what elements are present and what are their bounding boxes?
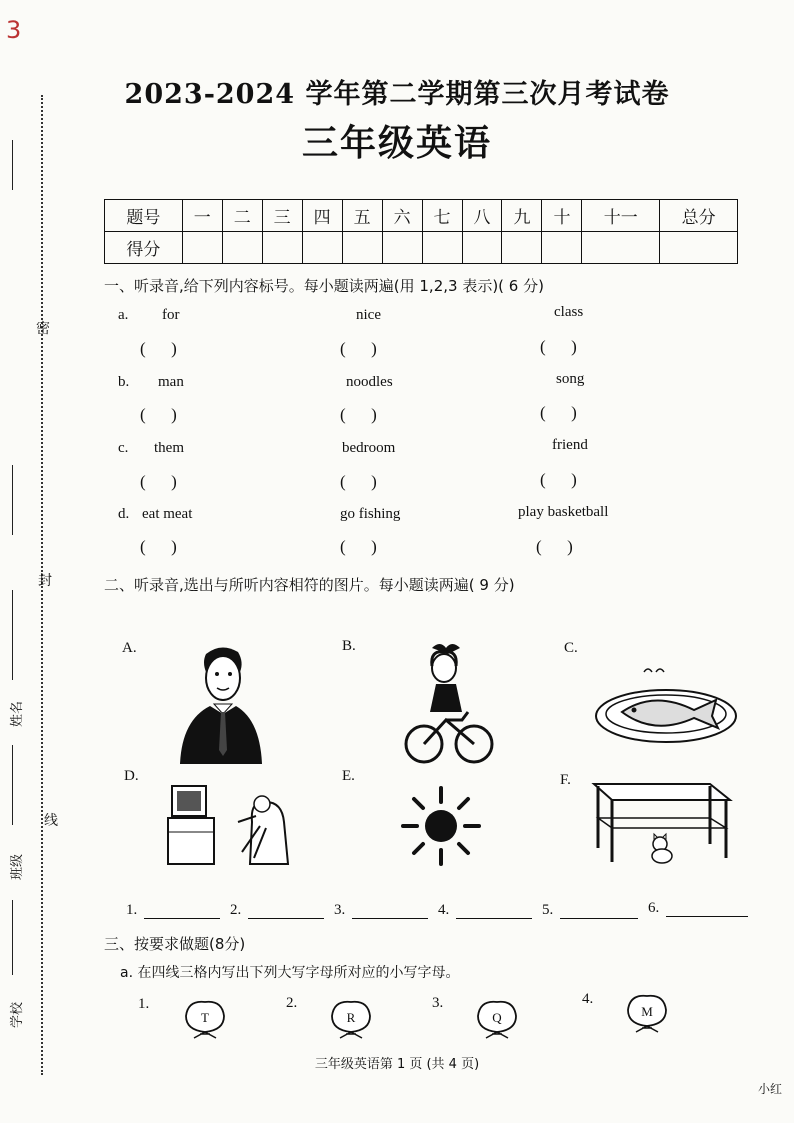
row-letter: c. [118,440,129,456]
blank-number: 2. [230,902,242,918]
word: eat meat [142,506,193,522]
school-label: 学校 [10,1001,25,1028]
picture-label: D. [124,768,139,784]
score-cell[interactable] [302,232,342,264]
answer-paren[interactable]: ( ) [340,472,377,491]
answer-paren[interactable]: ( ) [340,339,377,358]
word: go fishing [340,506,401,522]
word: noodles [346,374,393,390]
header-cell: 一 [182,200,222,232]
score-table-header-row [105,200,738,232]
answer-paren[interactable]: ( ) [140,472,177,491]
picture-label: C. [564,640,578,656]
word: song [556,371,585,387]
answer-paren[interactable]: ( ) [140,537,177,556]
picture-label: E. [342,768,355,784]
answer-paren[interactable]: ( ) [540,337,577,356]
picture-label: F. [560,772,571,788]
item-number: 2. [286,995,298,1011]
class-label: 班级 [10,853,25,880]
header-cell: 八 [462,200,502,232]
header-cell: 十一 [582,200,660,232]
score-label: 得分 [105,232,183,264]
blank-number: 3. [334,902,346,918]
page-footer: 三年级英语第 1 页 (共 4 页) [314,1057,480,1072]
section3-subtitle: a. 在四线三格内写出下列大写字母所对应的小写字母。 [120,965,460,981]
score-cell[interactable] [502,232,542,264]
fish-on-plate-picture [594,666,738,744]
answer-paren[interactable]: ( ) [140,405,177,424]
header-cell: 五 [342,200,382,232]
name-field[interactable] [12,590,13,680]
answer-paren[interactable]: ( ) [536,537,573,556]
score-cell[interactable] [182,232,222,264]
picture-label: B. [342,638,356,654]
section1-title: 一、听录音,给下列内容标号。每小题读两遍(用 1,2,3 表示)( 6 分) [104,277,544,295]
item-number: 4. [582,991,594,1007]
answer-paren[interactable]: ( ) [340,405,377,424]
peach-letter: R [346,1010,356,1025]
score-cell-total[interactable] [660,232,738,264]
word: nice [356,307,381,323]
word: class [554,304,584,320]
header-cell: 六 [382,200,422,232]
picture-label: A. [122,640,137,656]
score-cell[interactable] [222,232,262,264]
word: bedroom [342,440,396,456]
row-letter: a. [118,307,129,323]
header-cell: 十 [542,200,582,232]
word: them [154,440,184,456]
word: play basketball [518,504,609,520]
score-table [104,199,738,264]
exam-subtitle: 三年级英语 [301,122,492,164]
header-cell: 七 [422,200,462,232]
sun-picture [398,786,484,866]
header-cell: 三 [262,200,302,232]
section3-title: 三、按要求做题(8分) [104,935,246,953]
blank-number: 1. [126,902,138,918]
header-cell: 四 [302,200,342,232]
section2-title: 二、听录音,选出与所听内容相符的图片。每小题读两遍( 9 分) [104,576,515,594]
school-field[interactable] [12,900,13,975]
answer-paren[interactable]: ( ) [340,537,377,556]
answer-blank[interactable] [456,904,532,919]
row-letter: b. [118,374,130,390]
score-cell[interactable] [262,232,302,264]
name-label: 姓名 [10,700,25,727]
peach-letter: M [641,1004,653,1019]
item-number: 3. [432,995,444,1011]
answer-blank[interactable] [248,904,324,919]
class-field[interactable] [12,745,13,825]
girl-riding-bike-picture [402,640,494,768]
corner-mark: 3 [6,16,22,44]
row-letter: d. [118,506,130,522]
item-number: 1. [138,996,150,1012]
peach-letter: Q [492,1010,502,1025]
score-table-score-row [105,232,738,264]
exam-title: 2023-2024 学年第二学期第三次月考试卷 [124,79,670,110]
word: for [162,307,180,323]
header-total: 总分 [660,200,738,232]
score-cell[interactable] [422,232,462,264]
corner-note: 小红 [758,1082,783,1096]
man-in-suit-picture [176,640,266,764]
peach-letter: T [201,1010,209,1025]
blank-number: 6. [648,900,660,916]
word: friend [552,437,588,453]
header-cell: 九 [502,200,542,232]
score-cell[interactable] [462,232,502,264]
side-char-feng: 封 [38,573,52,589]
answer-paren[interactable]: ( ) [140,339,177,358]
blank-number: 5. [542,902,554,918]
score-cell[interactable] [382,232,422,264]
score-cell[interactable] [542,232,582,264]
score-cell[interactable] [342,232,382,264]
word: man [158,374,184,390]
side-char-mi: 密 [36,321,50,337]
answer-paren[interactable]: ( ) [540,403,577,422]
cat-under-table-picture [590,778,734,864]
answer-blank[interactable] [666,902,748,917]
side-rule [12,465,13,535]
side-char-xian: 线 [44,813,58,829]
blank-number: 4. [438,902,450,918]
score-cell[interactable] [582,232,660,264]
answer-blank[interactable] [560,904,638,919]
answer-blank[interactable] [144,904,220,919]
answer-blank[interactable] [352,904,428,919]
header-label: 题号 [105,200,183,232]
header-cell: 二 [222,200,262,232]
answer-paren[interactable]: ( ) [540,470,577,489]
watching-tv-picture [166,782,294,866]
